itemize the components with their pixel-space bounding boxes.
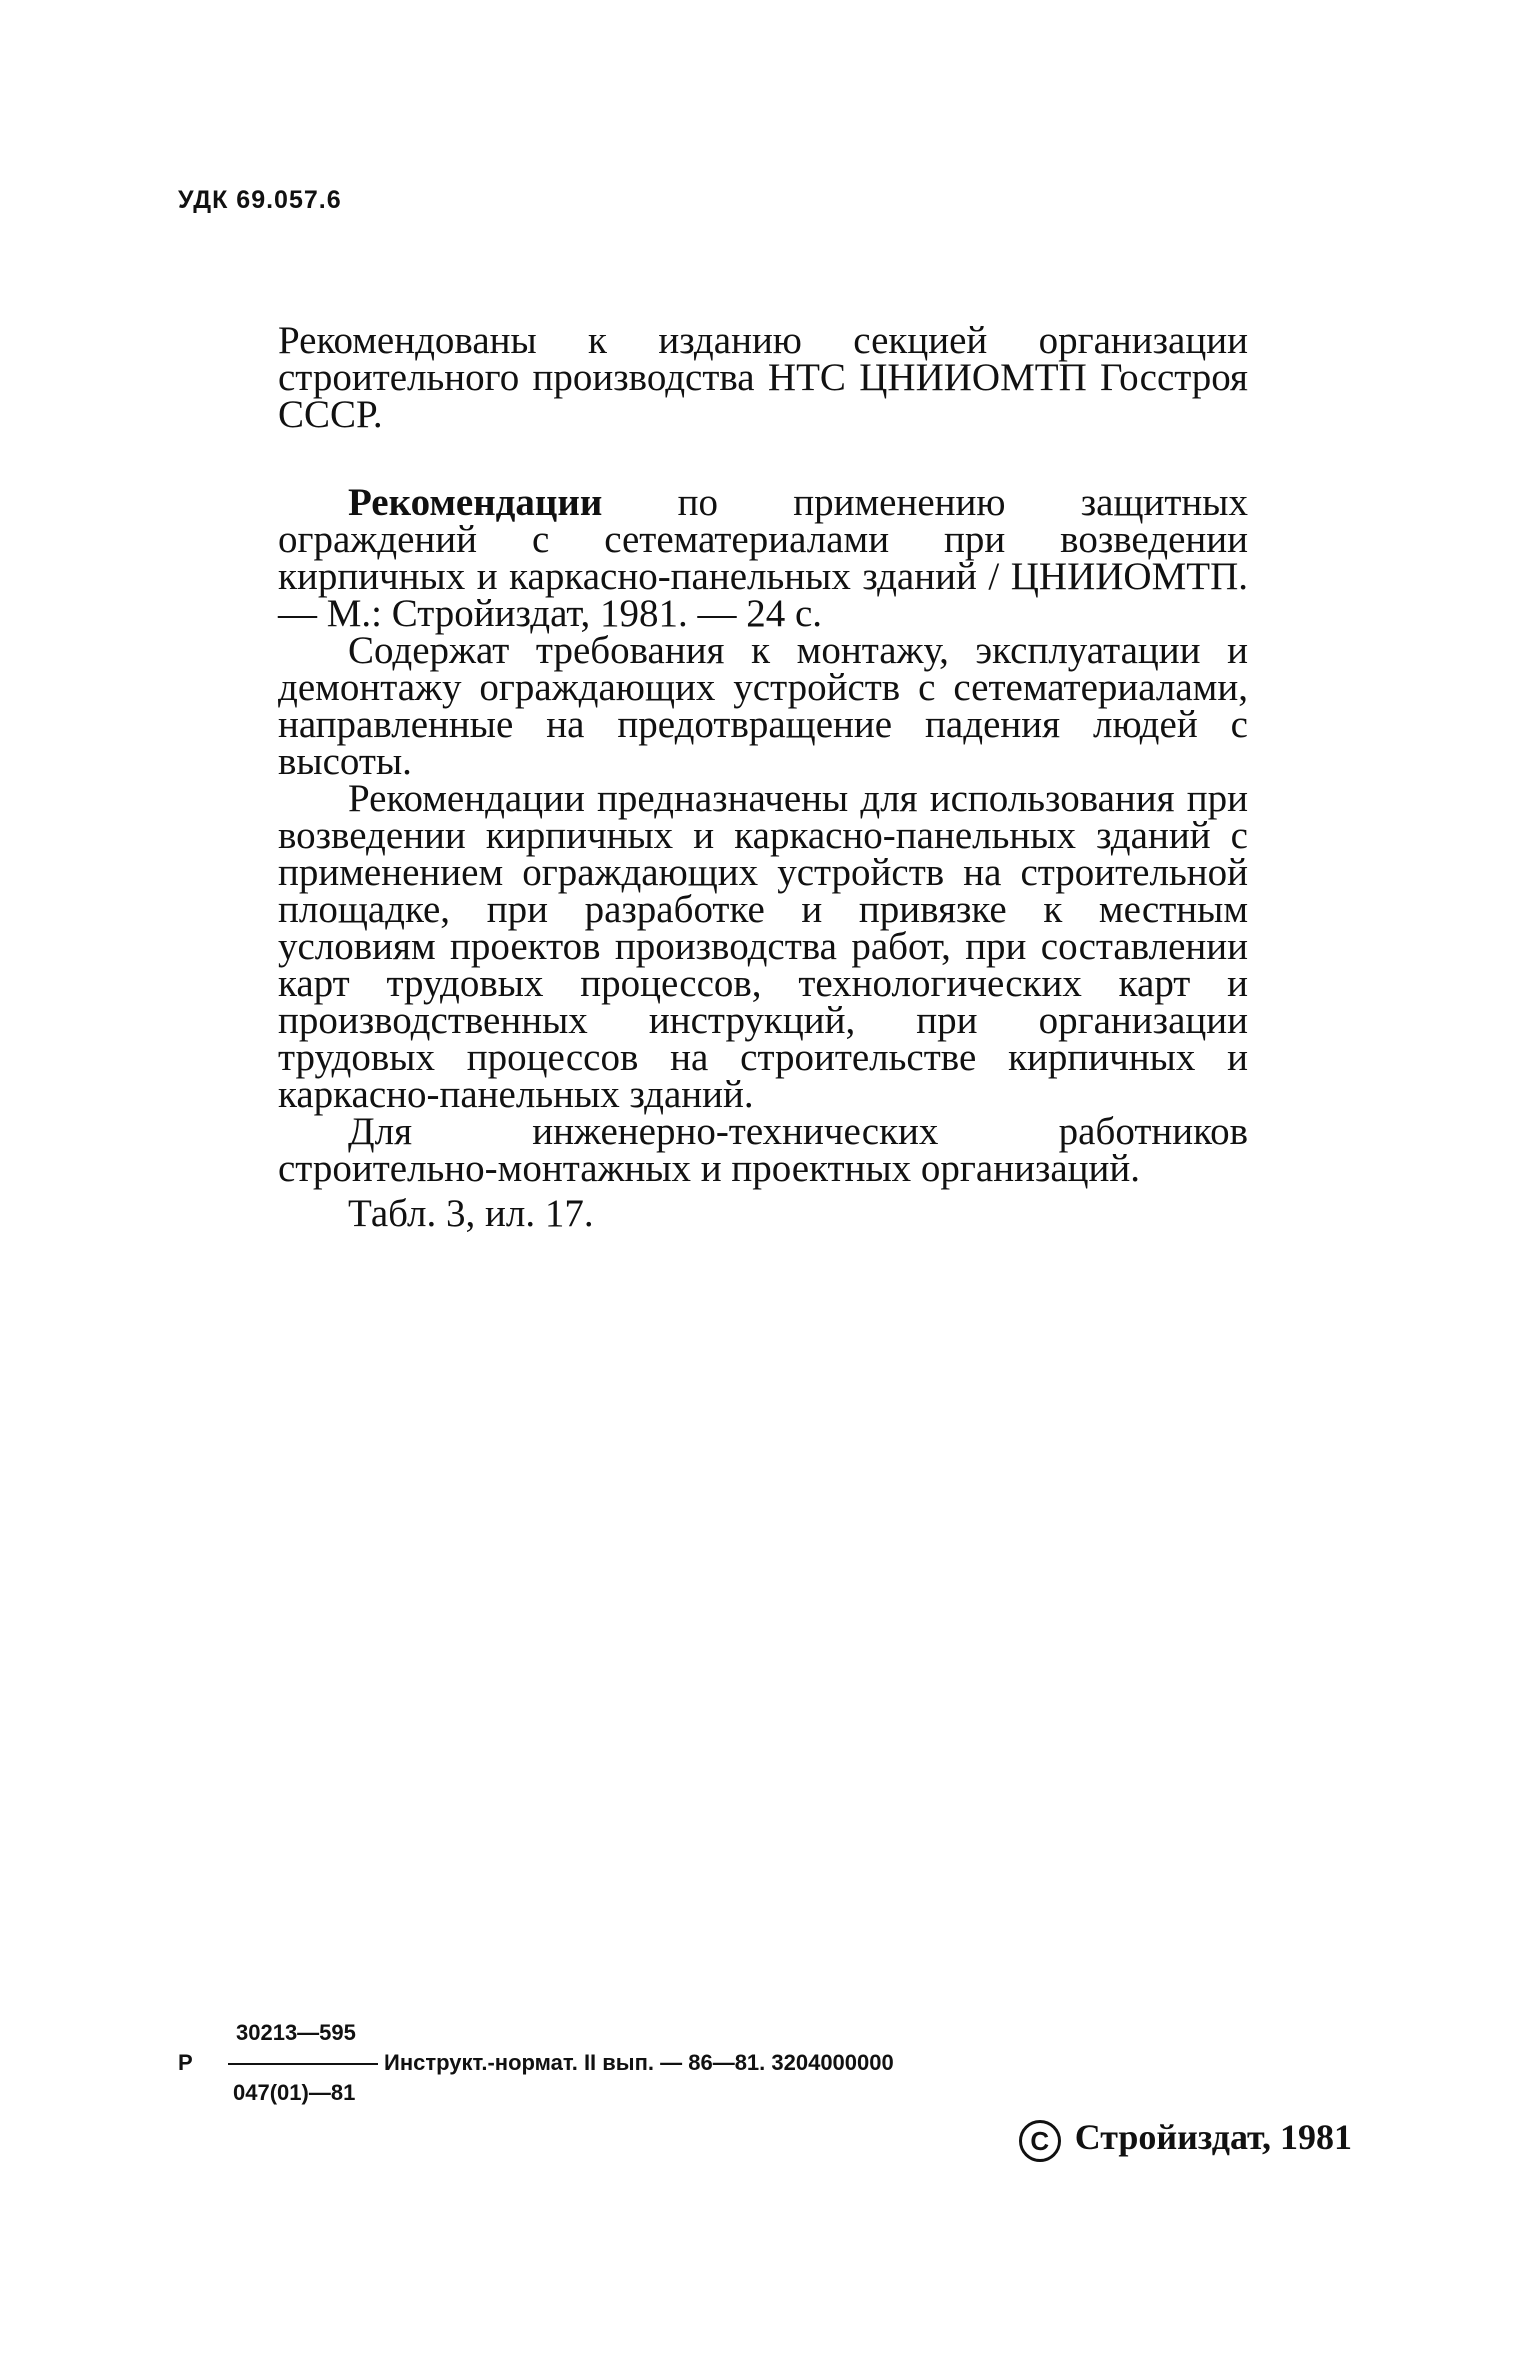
- imprint-middle-row: [178, 2048, 894, 2078]
- copyright-line: [1019, 2116, 1352, 2162]
- abstract-paragraph: Содержат требования к монтажу, эксплуатации и демонтажу ограждающих устройств с сетематериалами, направленные на предотвращение падения людей с высоты.: [278, 629, 1248, 783]
- tables-illustrations-count: Табл. 3, ил. 17.: [348, 1192, 594, 1235]
- copyright-text: Стройиздат, 1981: [1074, 2117, 1352, 2157]
- abstract-paragraph: Для инженерно-технических работников строительно-монтажных и проектных организаций.: [278, 1110, 1248, 1190]
- bibliographic-rest: по применению защитных ограждений с сетематериалами при возведении кирпичных и каркасно-панельных зданий / ЦНИИОМТП. — М.: Стройиздат, 1981. — 24 с.: [278, 481, 1248, 635]
- imprint-letter: Р: [178, 2050, 193, 2075]
- abstract-paragraph: Рекомендации предназначены для использования при возведении кирпичных и каркасно-панельных зданий с применением ограждающих устройств на строительной площадке, при разработке и привязке к местным условиям проектов производства работ, при составлении карт трудовых процессов, технологических карт и производственных инструкций, при организации трудовых процессов на строительстве кирпичных и каркасно-панельных зданий.: [278, 777, 1248, 1116]
- fraction-line: [228, 2063, 378, 2065]
- imprint-info: Инструкт.-нормат. II вып. — 86—81. 3204000000: [384, 2050, 894, 2075]
- imprint-numerator: 30213—595: [236, 2020, 356, 2045]
- bibliographic-entry: [278, 481, 1248, 635]
- bibliographic-lead: Рекомендации: [348, 481, 603, 524]
- publication-imprint: [178, 2018, 894, 2108]
- imprint-denominator-row: [178, 2078, 894, 2108]
- recommendation-note: Рекомендованы к изданию секцией организации строительного производства НТС ЦНИИОМТП Госстроя СССР.: [278, 319, 1248, 436]
- imprint-denominator: 047(01)—81: [233, 2080, 356, 2105]
- imprint-numerator-row: [178, 2018, 894, 2048]
- udk-code: УДК 69.057.6: [178, 186, 342, 214]
- copyright-icon: C: [1019, 2120, 1061, 2162]
- abstract-block: [278, 481, 1248, 1235]
